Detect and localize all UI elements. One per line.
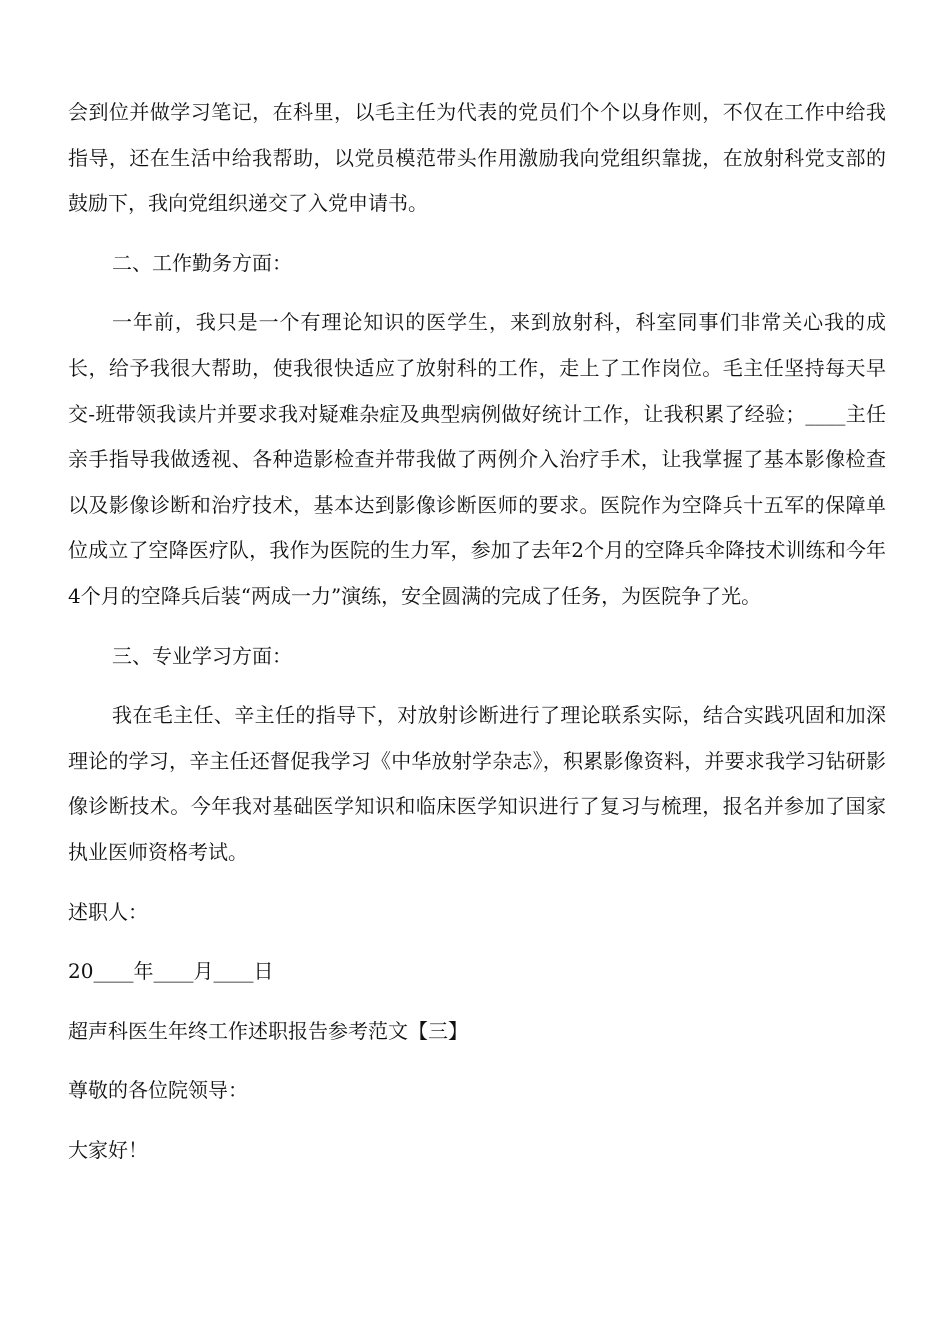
salutation: 尊敬的各位院领导： (68, 1078, 248, 1103)
greeting: 大家好！ (68, 1137, 148, 1162)
paragraph-party-application: 会到位并做学习笔记，在科里，以毛主任为代表的党员们个个以身作则，不仅在工作中给我指导，还在生活中给我帮助，以党员模范带头作用激励我向党组织靠拢，在放射科党支部的鼓励下，我向党组织递交了入党申请书。 (68, 100, 886, 216)
heading-work-attendance: 二、工作勤务方面： (112, 250, 292, 275)
paragraph-work-experience: 一年前，我只是一个有理论知识的医学生，来到放射科，科室同事们非常关心我的成长，给予我很大帮助，使我很快适应了放射科的工作，走上了工作岗位。毛主任坚持每天早交-班带领我读片并要求我对疑难杂症及典型病例做好统计工作，让我积累了经验；____主任亲手指导我做透视、各种造影检查并带我做了两例介入治疗手术，让我掌握了基本影像检查以及影像诊断和治疗技术，基本达到影像诊断医师的要求。医院作为空降兵十五军的保障单位成立了空降医疗队，我作为医院的生力军，参加了去年2个月的空降兵伞降技术训练和今年4个月的空降兵后装“两成一力”演练，安全圆满的完成了任务，为医院争了光。 (68, 310, 886, 608)
date-line: 20____年____月____日 (68, 959, 274, 984)
section-title-sample-three: 超声科医生年终工作述职报告参考范文【三】 (68, 1018, 468, 1043)
document-body (68, 90, 886, 1187)
reporter-signature-line: 述职人： (68, 899, 148, 924)
heading-professional-study: 三、专业学习方面： (112, 643, 292, 668)
paragraph-professional-study: 我在毛主任、辛主任的指导下，对放射诊断进行了理论联系实际，结合实践巩固和加深理论的学习，辛主任还督促我学习《中华放射学杂志》，积累影像资料，并要求我学习钻研影像诊断技术。今年我对基础医学知识和临床医学知识进行了复习与梳理，报名并参加了国家执业医师资格考试。 (68, 703, 886, 864)
